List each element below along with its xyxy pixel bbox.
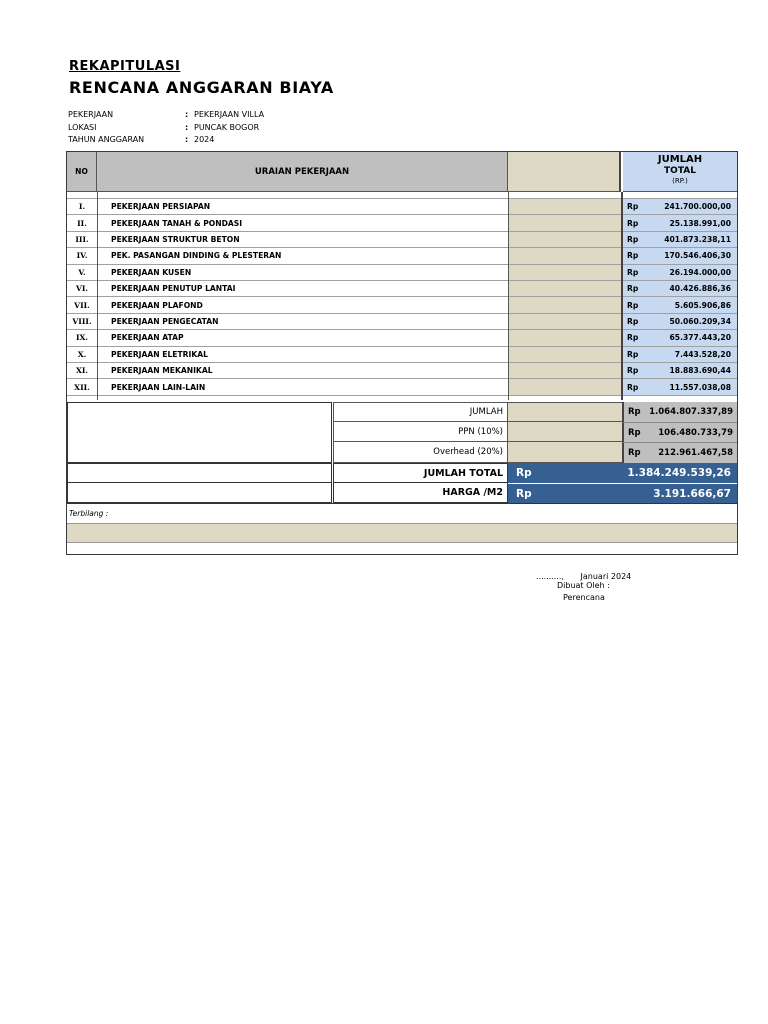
header-blank-col bbox=[508, 152, 621, 192]
currency-label: Rp bbox=[628, 407, 641, 417]
summary-overhead-label: Overhead (20%) bbox=[433, 447, 503, 457]
signature-month-year: Januari 2024 bbox=[580, 572, 632, 581]
row-number: VII. bbox=[74, 300, 90, 310]
row-number: VIII. bbox=[72, 316, 92, 326]
row-description: PEKERJAAN KUSEN bbox=[111, 267, 192, 277]
harga-m2-value-cell bbox=[508, 483, 737, 503]
row-value: 241.700.000,00 bbox=[664, 202, 731, 212]
summary-left-box bbox=[67, 402, 332, 463]
row-value: 11.557.038,08 bbox=[669, 382, 731, 392]
summary-jumlah-label: JUMLAH bbox=[469, 407, 503, 417]
table-row bbox=[67, 346, 737, 362]
row-number: X. bbox=[77, 349, 87, 359]
row-value: 25.138.991,00 bbox=[669, 218, 731, 228]
summary-blank-cell bbox=[508, 402, 622, 422]
header-jumlah: JUMLAH bbox=[657, 154, 703, 165]
divider bbox=[508, 192, 509, 400]
summary-label-cell bbox=[333, 422, 508, 442]
table-row bbox=[67, 231, 737, 247]
terbilang-value-band bbox=[67, 523, 737, 543]
header-jumlah-total bbox=[623, 152, 737, 192]
row-value-cell bbox=[623, 265, 737, 280]
row-description: PEKERJAAN STRUKTUR BETON bbox=[111, 234, 240, 244]
currency-label: Rp bbox=[627, 202, 639, 212]
summary-value-cell bbox=[622, 402, 737, 422]
row-value-cell bbox=[623, 379, 737, 394]
row-description: PEKERJAAN PENGECATAN bbox=[111, 316, 219, 326]
row-value-cell bbox=[623, 330, 737, 345]
row-value: 26.194.000,00 bbox=[669, 267, 731, 277]
harga-m2-label: HARGA /M2 bbox=[442, 487, 503, 498]
summary-label-cell bbox=[333, 442, 508, 463]
row-description: PEKERJAAN ELETRIKAL bbox=[111, 349, 208, 359]
currency-label: Rp bbox=[627, 333, 639, 343]
row-description: PEKERJAAN PLAFOND bbox=[111, 300, 203, 310]
summary-overhead-row bbox=[333, 442, 737, 463]
harga-m2-left-box bbox=[67, 483, 332, 503]
row-number: V. bbox=[78, 267, 86, 277]
row-value-cell bbox=[623, 215, 737, 230]
row-blank-cell bbox=[508, 330, 621, 345]
summary-ppn-label: PPN (10%) bbox=[458, 426, 503, 437]
row-description: PEKERJAAN PERSIAPAN bbox=[111, 202, 211, 212]
table-row bbox=[67, 362, 737, 378]
summary-value-cell bbox=[622, 442, 737, 463]
terbilang-row bbox=[67, 503, 737, 523]
row-blank-cell bbox=[508, 199, 621, 214]
info-value: PUNCAK BOGOR bbox=[194, 123, 260, 132]
row-value-cell bbox=[623, 281, 737, 296]
row-value: 40.426.886,36 bbox=[669, 284, 731, 294]
currency-label: Rp bbox=[627, 234, 639, 244]
row-value: 18.883.690,44 bbox=[669, 366, 731, 376]
summary-blank-cell bbox=[508, 442, 622, 463]
row-blank-cell bbox=[508, 297, 621, 312]
jumlah-total-label: JUMLAH TOTAL bbox=[423, 467, 503, 479]
row-blank-cell bbox=[508, 248, 621, 263]
table-row bbox=[67, 247, 737, 263]
row-blank-cell bbox=[508, 215, 621, 230]
table-row bbox=[67, 264, 737, 280]
table-row bbox=[67, 378, 737, 394]
summary-ppn-value: 106.480.733,79 bbox=[658, 427, 733, 438]
row-value: 50.060.209,34 bbox=[669, 316, 731, 326]
currency-label: Rp bbox=[628, 448, 641, 458]
row-blank-cell bbox=[508, 347, 621, 362]
row-number: III. bbox=[75, 234, 89, 244]
currency-label: Rp bbox=[627, 251, 639, 261]
divider bbox=[621, 192, 623, 400]
info-colon: : bbox=[185, 123, 189, 132]
header-no-label: NO bbox=[75, 167, 88, 176]
harga-m2-currency: Rp bbox=[516, 487, 532, 500]
row-number: XII. bbox=[74, 382, 90, 392]
jumlah-total-value-cell bbox=[508, 463, 737, 483]
table-row bbox=[67, 296, 737, 312]
row-value: 5.605.906,86 bbox=[674, 300, 731, 310]
row-description: PEK. PASANGAN DINDING & PLESTERAN bbox=[111, 251, 282, 261]
row-value-cell bbox=[623, 199, 737, 214]
summary-jumlah-row bbox=[333, 402, 737, 422]
info-colon: : bbox=[185, 135, 189, 144]
table-row bbox=[67, 329, 737, 345]
currency-label: Rp bbox=[627, 284, 639, 294]
row-value-cell bbox=[623, 297, 737, 312]
header-unit: (RP.) bbox=[672, 177, 688, 185]
row-number: IV. bbox=[76, 251, 88, 261]
row-description: PEKERJAAN MEKANIKAL bbox=[111, 366, 213, 376]
row-blank-cell bbox=[508, 265, 621, 280]
row-number: II. bbox=[77, 218, 87, 228]
harga-m2-value: 3.191.666,67 bbox=[653, 487, 731, 500]
jumlah-total-label-cell bbox=[333, 463, 508, 483]
currency-label: Rp bbox=[627, 366, 639, 376]
row-blank-cell bbox=[508, 379, 621, 394]
row-number: I. bbox=[78, 202, 86, 212]
currency-label: Rp bbox=[627, 349, 639, 359]
rows-bottom-border bbox=[67, 395, 737, 396]
row-description: PEKERJAAN TANAH & PONDASI bbox=[111, 218, 243, 228]
info-label: LOKASI bbox=[68, 123, 97, 132]
row-description: PEKERJAAN LAIN-LAIN bbox=[111, 382, 206, 392]
info-label: PEKERJAAN bbox=[68, 110, 114, 119]
currency-label: Rp bbox=[627, 316, 639, 326]
row-value-cell bbox=[623, 347, 737, 362]
rab-table bbox=[66, 151, 738, 555]
row-value-cell bbox=[623, 363, 737, 378]
header-uraian bbox=[97, 152, 508, 192]
row-value: 65.377.443,20 bbox=[669, 333, 731, 343]
summary-label-cell bbox=[333, 402, 508, 422]
table-row bbox=[67, 198, 737, 214]
header-total: TOTAL bbox=[664, 166, 696, 176]
summary-jumlah-value: 1.064.807.337,89 bbox=[649, 407, 733, 417]
summary-ppn-row bbox=[333, 422, 737, 442]
table-row bbox=[67, 313, 737, 329]
currency-label: Rp bbox=[627, 300, 639, 310]
row-blank-cell bbox=[508, 314, 621, 329]
currency-label: Rp bbox=[627, 267, 639, 277]
info-label: TAHUN ANGGARAN bbox=[68, 135, 145, 144]
currency-label: Rp bbox=[627, 382, 639, 392]
jumlah-total-value: 1.384.249.539,26 bbox=[627, 467, 731, 479]
signature-role: Perencana bbox=[563, 593, 605, 602]
sub-title: REKAPITULASI bbox=[69, 59, 181, 74]
summary-blank-cell bbox=[508, 422, 622, 442]
row-value: 170.546.406,30 bbox=[664, 251, 731, 261]
summary-value-cell bbox=[622, 422, 737, 442]
row-number: VI. bbox=[75, 284, 89, 294]
row-description: PEKERJAAN ATAP bbox=[111, 333, 184, 343]
info-colon: : bbox=[185, 110, 189, 119]
signature-place: .........., bbox=[536, 572, 564, 581]
info-value: PEKERJAAN VILLA bbox=[194, 110, 265, 119]
row-number: XI. bbox=[75, 366, 89, 376]
row-number: IX. bbox=[75, 333, 89, 343]
row-value-cell bbox=[623, 314, 737, 329]
row-value-cell bbox=[623, 232, 737, 247]
terbilang-label: Terbilang : bbox=[69, 509, 109, 518]
info-value: 2024 bbox=[194, 135, 215, 144]
jumlah-total-currency: Rp bbox=[516, 467, 532, 479]
rows-container bbox=[67, 198, 737, 400]
header-uraian-label: URAIAN PEKERJAAN bbox=[254, 166, 350, 177]
table-row bbox=[67, 280, 737, 296]
currency-label: Rp bbox=[628, 427, 641, 438]
row-blank-cell bbox=[508, 363, 621, 378]
row-value: 7.443.528,20 bbox=[674, 349, 731, 359]
row-blank-cell bbox=[508, 281, 621, 296]
table-row bbox=[67, 214, 737, 230]
signature-dibuat-oleh: Dibuat Oleh : bbox=[557, 581, 610, 590]
signature-date bbox=[536, 572, 631, 581]
divider bbox=[97, 192, 98, 400]
summary-overhead-value: 212.961.467,58 bbox=[658, 448, 733, 458]
currency-label: Rp bbox=[627, 218, 639, 228]
row-value: 401.873.238,11 bbox=[664, 234, 731, 244]
header-no bbox=[67, 152, 97, 192]
harga-m2-label-cell bbox=[333, 483, 508, 503]
row-value-cell bbox=[623, 248, 737, 263]
main-title: RENCANA ANGGARAN BIAYA bbox=[69, 78, 334, 97]
row-description: PEKERJAAN PENUTUP LANTAI bbox=[111, 284, 236, 294]
jumlah-total-left-box bbox=[67, 463, 332, 483]
row-blank-cell bbox=[508, 232, 621, 247]
